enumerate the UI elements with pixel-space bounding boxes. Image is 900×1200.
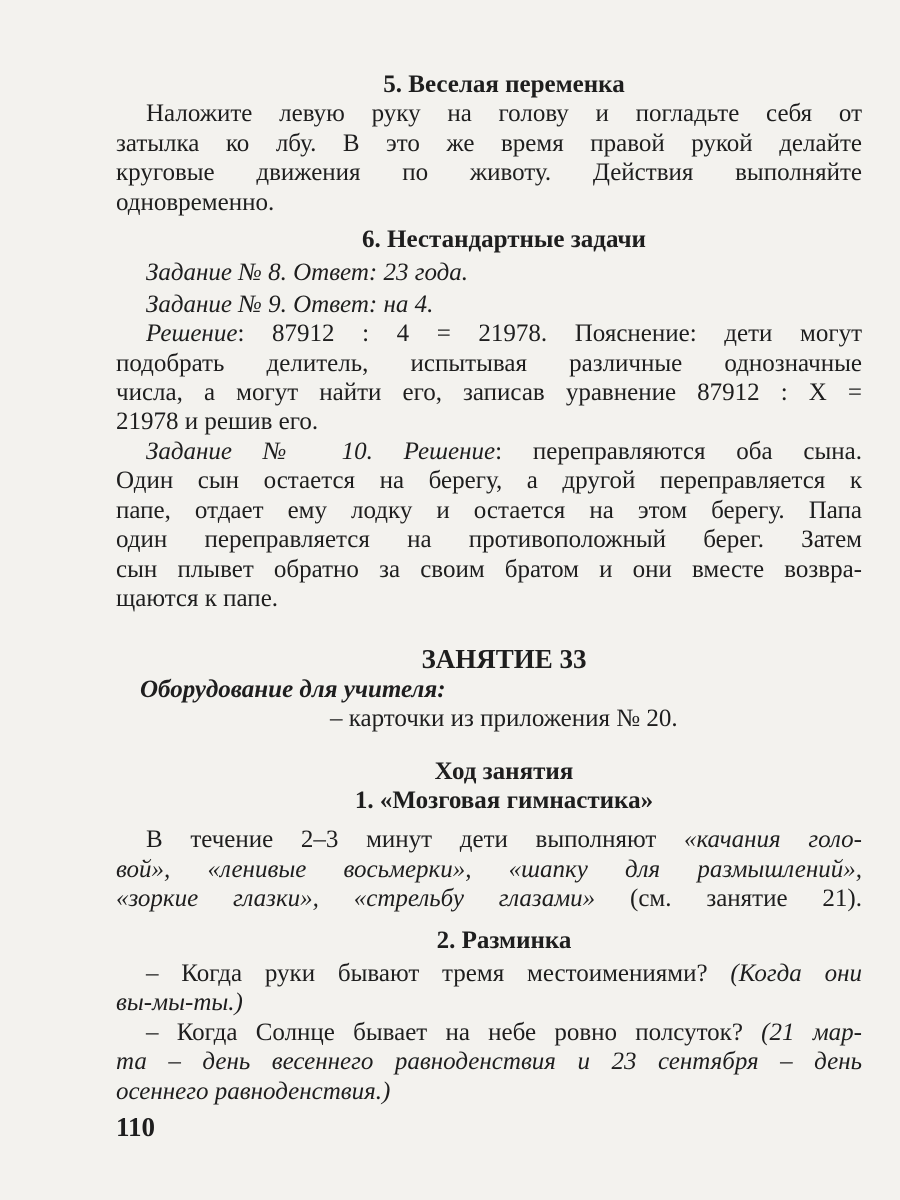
italic-text: (21 мар- <box>761 1018 862 1046</box>
italic-text: Решение <box>146 320 238 348</box>
italic-text: «зоркие глазки», «стрельбу глазами» <box>116 885 596 913</box>
paragraph <box>116 437 862 613</box>
text: подобрать делитель, испытывая различные однозначные <box>116 349 862 377</box>
equipment-label: Оборудование для учителя: <box>140 675 446 703</box>
text-line <box>116 407 862 436</box>
italic-text: «качания голо- <box>683 826 863 854</box>
text-line <box>116 319 862 348</box>
italic-text: вы-мы-ты.) <box>116 989 243 1017</box>
text: затылка ко лбу. В это же время правой рукой делайте <box>116 129 862 157</box>
text-line <box>116 437 862 466</box>
paragraph <box>116 258 862 287</box>
text-line <box>116 825 862 854</box>
italic-text: Задание № 9. Ответ: на 4. <box>146 290 434 318</box>
text-line <box>116 129 862 158</box>
text: (см. занятие 21). <box>595 885 862 913</box>
text: 21978 и решив его. <box>116 408 319 436</box>
paragraph <box>116 1018 862 1106</box>
text-line <box>116 1018 862 1047</box>
page-content <box>116 70 862 1106</box>
text-line <box>116 855 862 884</box>
italic-text: Задание № 10. Решение <box>146 437 496 465</box>
section-heading: 6. Нестандартные задачи <box>362 226 646 254</box>
text-line <box>116 158 862 187</box>
text: одновременно. <box>116 188 275 216</box>
text: круговые движения по животу. Действия выполняйте <box>116 159 862 187</box>
text: – Когда руки бывают тремя местоимениями? <box>146 959 731 987</box>
paragraph <box>116 959 862 1018</box>
text-line <box>116 1077 862 1106</box>
paragraph <box>116 319 862 437</box>
text: щаются к папе. <box>116 584 279 612</box>
text-line <box>116 1047 862 1076</box>
section-heading: Ход занятия <box>434 757 574 785</box>
text: один переправляется на противоположный берег. Затем <box>116 526 862 554</box>
paragraph <box>116 825 862 913</box>
section-heading: ЗАНЯТИЕ 33 <box>421 644 587 675</box>
text-line <box>116 378 862 407</box>
section-heading: 1. «Мозговая гимнастика» <box>354 786 654 814</box>
text: Наложите левую руку на голову и погладьте себя от <box>146 100 862 128</box>
text: : 87912 : 4 = 21978. Пояснение: дети могут <box>237 320 862 348</box>
italic-text: вой», «ленивые восьмерки», «шапку для размышлений», <box>116 855 862 883</box>
text-line <box>116 349 862 378</box>
text-line <box>116 988 862 1017</box>
equipment-item: – карточки из приложения № 20. <box>330 705 678 733</box>
text-line <box>116 188 862 217</box>
text-line <box>116 555 862 584</box>
italic-text: осеннего равноденствия.) <box>116 1077 391 1105</box>
text: : переправляются оба сына. <box>495 437 862 465</box>
text: числа, а могут найти его, записав уравнение 87912 : Х = <box>116 379 862 407</box>
text: В течение 2–3 минут дети выполняют <box>146 826 684 854</box>
paragraph <box>116 290 862 319</box>
text-line <box>116 466 862 495</box>
page-number: 110 <box>116 1112 156 1142</box>
text-line <box>116 99 862 128</box>
text-line <box>116 525 862 554</box>
text-line <box>116 884 862 913</box>
text-line <box>116 584 862 613</box>
text-line <box>116 959 862 988</box>
text-line <box>116 290 862 319</box>
text: сын плывет обратно за своим братом и они вместе возвра- <box>116 555 862 583</box>
text: – Когда Солнце бывает на небе ровно полсуток? <box>146 1018 762 1046</box>
text: папе, отдает ему лодку и остается на этом берегу. Папа <box>116 496 862 524</box>
section-heading: 2. Разминка <box>436 926 572 954</box>
text: Один сын остается на берегу, а другой переправляется к <box>116 467 862 495</box>
italic-text: (Когда они <box>730 959 862 987</box>
text-line <box>116 496 862 525</box>
italic-text: Задание № 8. Ответ: 23 года. <box>146 259 469 287</box>
paragraph <box>116 99 862 217</box>
italic-text: та – день весеннего равноденствия и 23 сентября – день <box>116 1048 862 1076</box>
section-heading: 5. Веселая переменка <box>383 71 625 98</box>
text-line <box>116 258 862 287</box>
